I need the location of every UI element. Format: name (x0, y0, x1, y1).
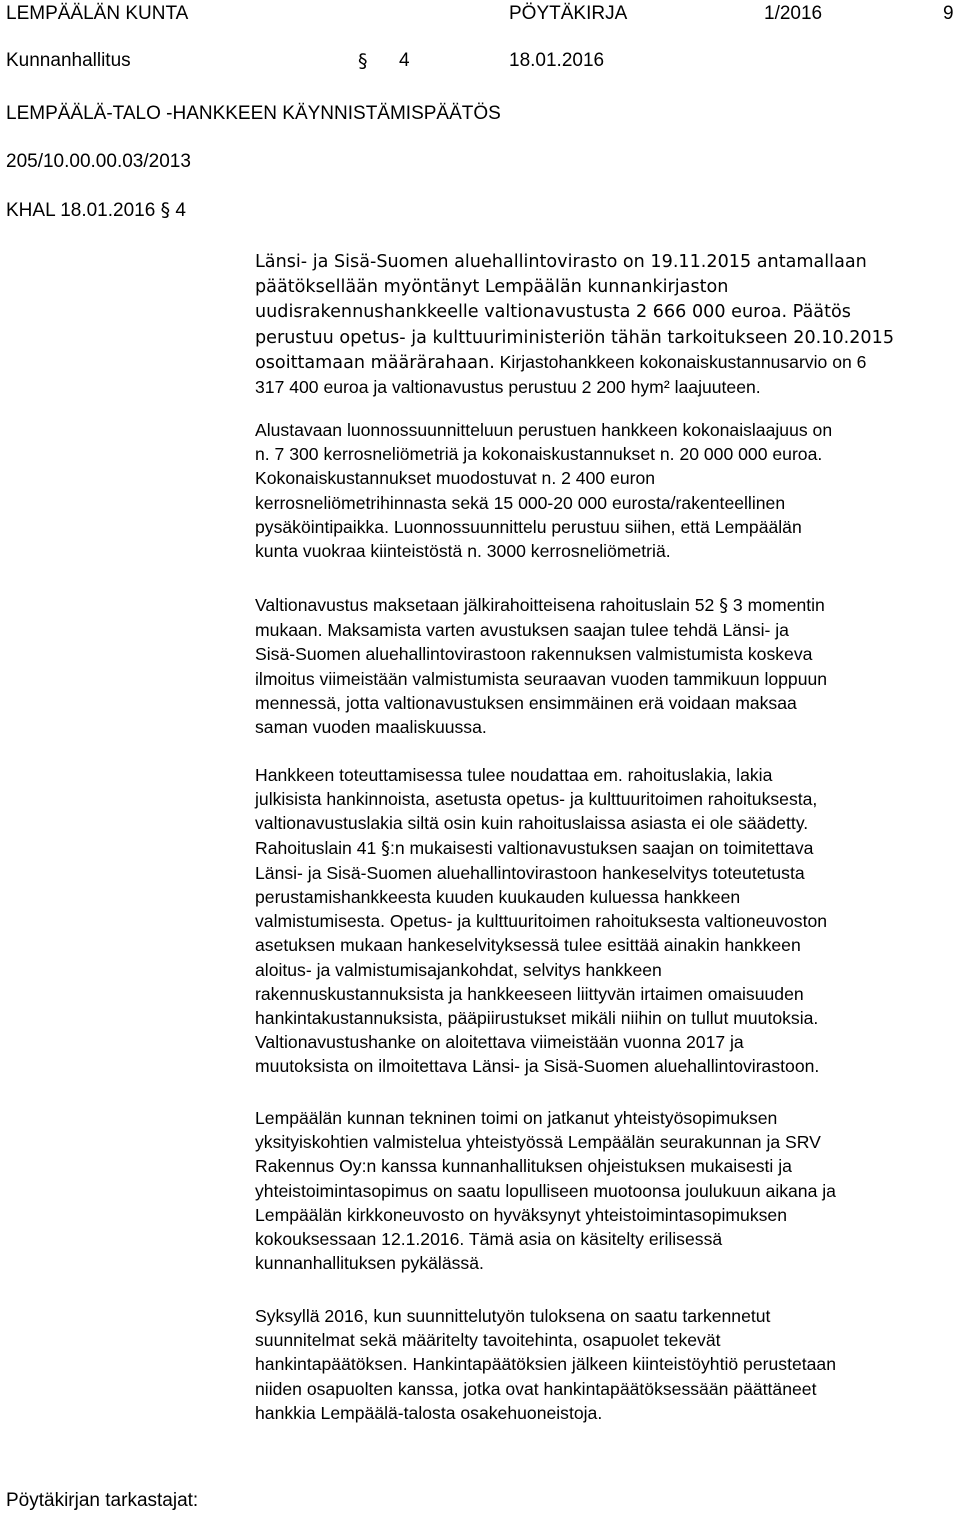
paragraph-1-text-a: Länsi- ja Sisä-Suomen aluehallintovirasto on 19.11.2015 antamallaan päätöksellään myöntänyt Lempäälän kunnankirjaston uudisrakennushankkeelle valtionavustusta 2 666 000 euroa. Päätös perustuu opetus- ja kulttuuriministeriön tähän tarkoitukseen 20.10.2015 osoittamaan määrärahaan. (255, 252, 895, 373)
paragraph-3-text-a: Valtionavustus maksetaan jälkirahoitteisena rahoituslain 52 (255, 595, 720, 615)
paragraph-5-text: Lempäälän kunnan tekninen toimi on jatkanut yhteistyösopimuksen yksityiskohtien valmistelua yhteistyössä Lempäälän seurakunnan ja SRV Rakennus Oy:n kanssa kunnanhallituksen ohjeistuksen mukaisesti ja yhteistoimintasopimus on saatu lopulliseen muotoonsa joulukuun aikana ja Lempäälän kirkkoneuvosto on hyväksynyt yhteistoimintasopimuksen kokouksessaan 12.1.2016. Tämä asia on käsitelty erilisessä kunnanhallituksen pykälässä. (255, 1108, 836, 1274)
page-number: 9 (943, 3, 954, 24)
paragraph-1-text-b: Kirjastohankkeen kokonaiskustannusarvio on 6 317 400 euroa ja valtionavustus perustuu 2 200 hym² laajuuteen. (255, 351, 867, 398)
paragraph-4-text-b: :n mukaisesti valtionavustuksen saajan on toimitettava Länsi- ja Sisä-Suomen aluehallintovirastoon hankeselvitys toteutetusta perustamishankkeesta kuuden kuukauden kuluessa hankkeen valmistumisesta. Opetus- ja kulttuuritoimen rahoituksesta valtioneuvoston asetuksen mukaan hankeselvityksessä tulee esittää ainakin hankkeen aloitus- ja valmistumisajankohdat, selvitys hankkeen rakennuskustannuksista ja hankkeeseen liittyvän irtaimen omaisuuden hankintakustannuksista, pääpiirustukset mikäli niihin on tullut muutoksia. Valtionavustushanke on aloitettava viimeistään vuonna 2017 ja muutoksista on ilmoitettava Länsi- ja Sisä-Suomen aluehallintovirastoon. (255, 837, 828, 1077)
paragraph-3-text-b: 3 momentin mukaan. Maksamista varten avustuksen saajan tulee tehdä Länsi- ja Sisä-Suomen aluehallintovirastoon rakennuksen valmistumista koskeva ilmoitus viimeistään valmistumista seuraavan vuoden tammikuun loppuun mennessä, jotta valtionavustuksen ensimmäinen erä voidaan maksaa saman vuoden maaliskuussa. (255, 595, 828, 738)
record-number: 205/10.00.00.03/2013 (6, 151, 191, 172)
municipality-name: LEMPÄÄLÄN KUNTA (6, 3, 189, 24)
reference-number: 4 (175, 200, 186, 221)
section-mark: § (358, 50, 368, 72)
reference-mark: § (160, 199, 171, 221)
paragraph-1 (255, 249, 955, 399)
paragraph-2 (255, 418, 955, 563)
document-type: PÖYTÄKIRJA (509, 3, 628, 24)
paragraph-3-mark: § (719, 596, 729, 616)
paragraph-4-mark: § (381, 838, 390, 859)
reference-line (6, 198, 186, 223)
meeting-body: Kunnanhallitus (6, 50, 131, 71)
section-number: 4 (399, 50, 410, 71)
paragraph-6 (255, 1304, 955, 1425)
reference-label: KHAL 18.01.2016 (6, 200, 156, 221)
document-number: 1/2016 (764, 3, 823, 24)
paragraph-4 (255, 763, 955, 1079)
paragraph-3 (255, 593, 955, 739)
paragraph-6-text: Syksyllä 2016, kun suunnittelutyön tuloksena on saatu tarkennetut suunnitelmat sekä määritelty tavoitehinta, osapuolet tekevät hankintapäätöksen. Hankintapäätöksien jälkeen kiinteistöyhtiö perustetaan niiden osapuolten kanssa, jotka ovat hankintapäätöksessään päättäneet hankkia Lempäälä-talosta osakehuoneistoja. (255, 1306, 836, 1423)
paragraph-2-text: Alustavaan luonnossuunnitteluun perustuen hankkeen kokonaislaajuus on n. 7 300 kerrosneliömetriä ja kokonaiskustannukset n. 20 000 000 euroa. Kokonaiskustannukset muodostuvat n. 2 400 euron kerrosneliömetrihinnasta sekä 15 000-20 000 eurosta/rakenteellinen pysäköintipaikka. Luonnossuunnittelu perustuu siihen, että Lempäälän kunta vuokraa kiinteistöstä n. 3000 kerrosneliömetriä. (255, 420, 833, 562)
footer-reviewers-label: Pöytäkirjan tarkastajat: (6, 1490, 199, 1511)
meeting-date: 18.01.2016 (509, 50, 605, 71)
paragraph-5 (255, 1106, 955, 1275)
item-title: LEMPÄÄLÄ-TALO -HANKKEEN KÄYNNISTÄMISPÄÄTÖS (6, 103, 501, 124)
paragraph-4-text-a: Hankkeen toteuttamisessa tulee noudattaa em. rahoituslakia, lakia julkisista hankinnoista, asetusta opetus- ja kulttuuritoimen rahoituksesta, valtionavustuslakia siltä osin kuin rahoituslaissa asiasta ei ole säädetty. Rahoituslain 41 (255, 765, 818, 858)
